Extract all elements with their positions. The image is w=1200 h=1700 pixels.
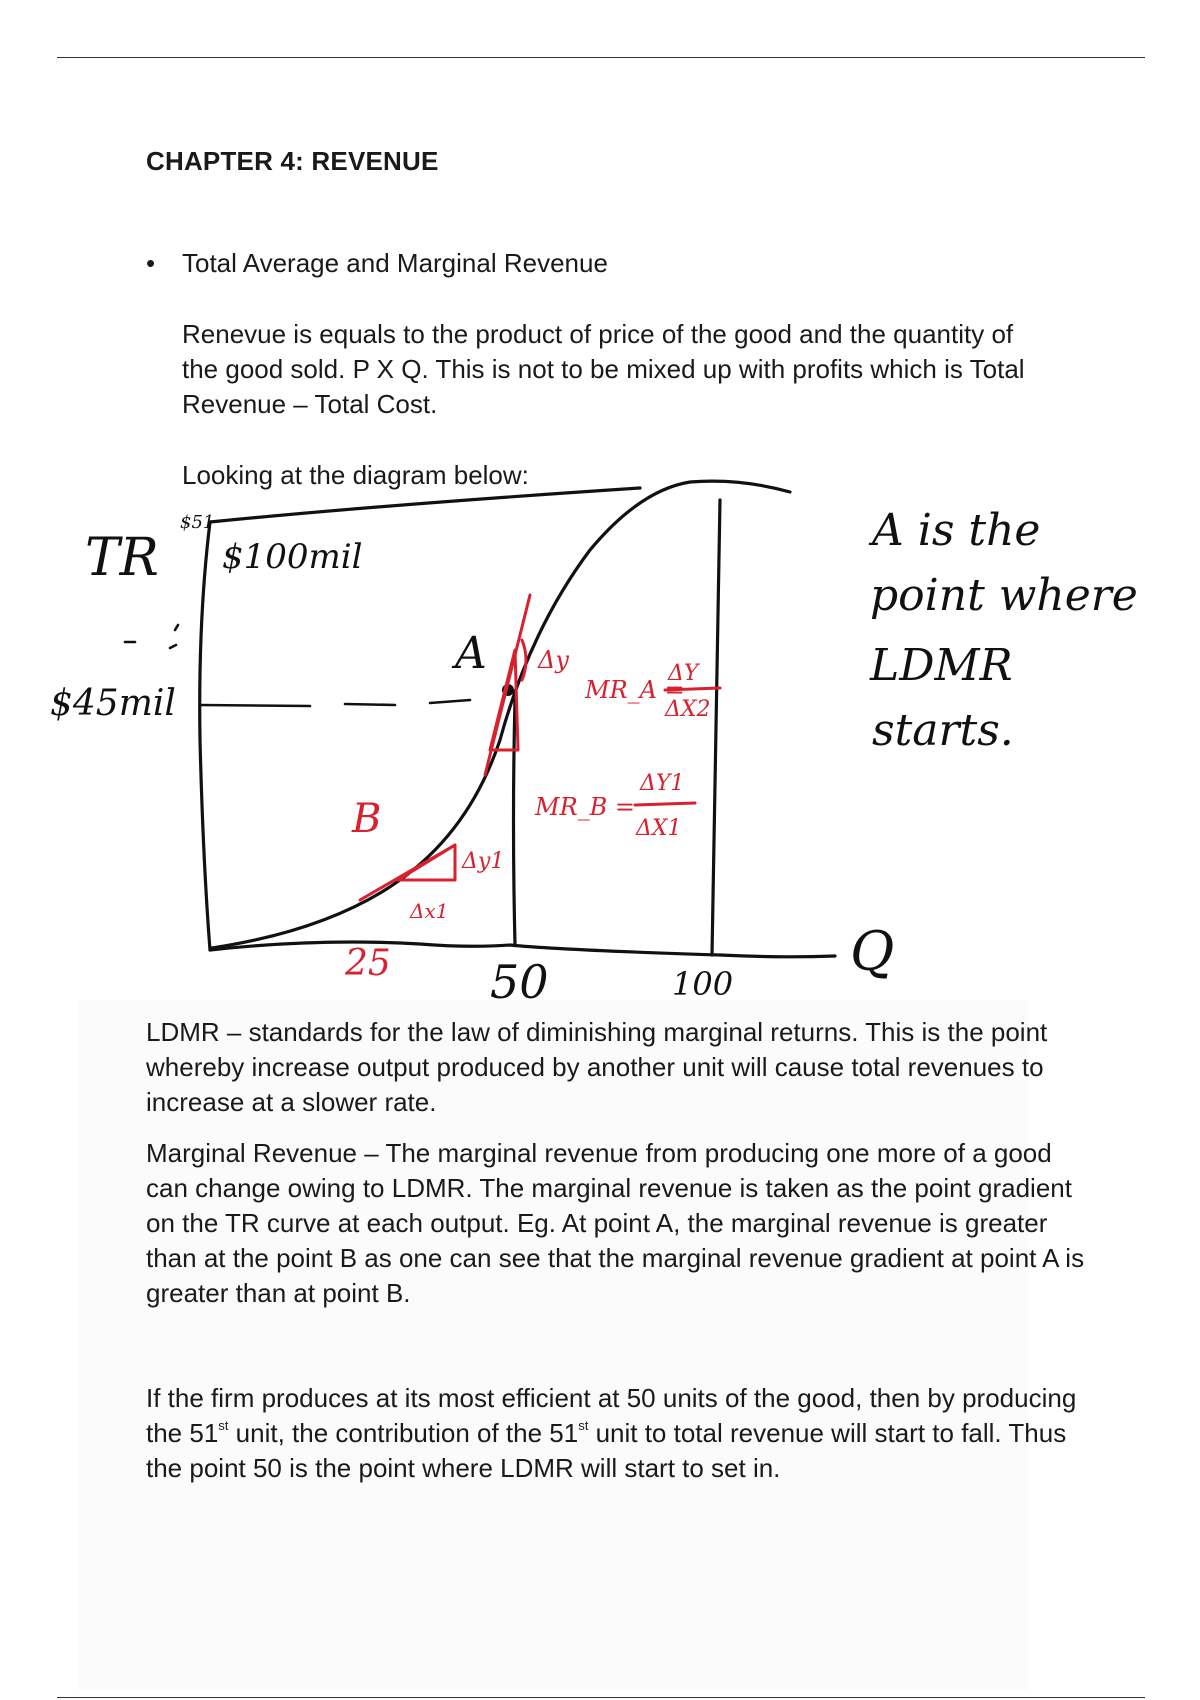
brace-a bbox=[522, 640, 526, 680]
mr-b-denominator: ΔX1 bbox=[636, 816, 682, 841]
x-tick-100: 100 bbox=[672, 965, 734, 1000]
mr-b-numerator: ΔY1 bbox=[640, 771, 685, 796]
side-note-line-4: starts. bbox=[872, 705, 1014, 756]
intro-paragraph: Renevue is equals to the product of price of the good and the quantity of the good sold. P X Q. This is not to be mixed up with profits which is Total Revenue – Total Cost. bbox=[182, 319, 1025, 419]
delta-y-label: Δy bbox=[538, 646, 569, 674]
side-note-line-3: LDMR bbox=[870, 640, 1013, 691]
efficiency-paragraph bbox=[146, 1381, 1086, 1486]
x-axis-label: Q bbox=[850, 920, 895, 983]
side-note-line-2: point where bbox=[870, 570, 1138, 621]
efficiency-text-3: unit to total revenue will start to fall. Thus the point 50 is the point where LDMR will start to set in. bbox=[146, 1418, 1067, 1483]
marginal-revenue-paragraph: Marginal Revenue – The marginal revenue from producing one more of a good can change owing to LDMR. The marginal revenue is taken as the point gradient on the TR curve at each output. Eg. At point A, the marginal revenue is greater than at the point B as one can see that the marginal revenue gradient at point A is greater than at point B. bbox=[146, 1138, 1085, 1308]
vertical-line-50 bbox=[514, 700, 516, 945]
superscript-st-1: st bbox=[218, 1418, 229, 1434]
delta-y1-label: Δy1 bbox=[462, 849, 505, 874]
mr-a-numerator: ΔY bbox=[668, 661, 699, 686]
triangle-b bbox=[398, 845, 455, 880]
mr-b-fraction-bar bbox=[635, 803, 695, 805]
y-mid-value: $45mil bbox=[50, 683, 176, 724]
chapter-title: CHAPTER 4: REVENUE bbox=[146, 146, 439, 176]
top-guide-line bbox=[210, 488, 640, 522]
dashed-line-45mil bbox=[200, 700, 470, 706]
side-note-line-1: A is the bbox=[872, 505, 1041, 556]
efficiency-text-1: If the firm produces at its most efficient at 50 units of the good, then by producing the 51 bbox=[146, 1383, 1077, 1448]
efficiency-text-2: unit, the contribution of the 51 bbox=[228, 1418, 579, 1448]
x-tick-50: 50 bbox=[490, 955, 549, 1000]
footer-rule bbox=[57, 1697, 1145, 1698]
ldmr-paragraph: LDMR – standards for the law of diminishing marginal returns. This is the point whereby increase output produced by another unit will cause total revenues to increase at a slower rate. bbox=[146, 1017, 1048, 1117]
x-tick-25: 25 bbox=[345, 943, 391, 984]
point-a-label: A bbox=[455, 628, 487, 679]
y-top-value: $100mil bbox=[222, 537, 363, 577]
mr-a-fraction-bar bbox=[665, 688, 720, 690]
dashed-ticks bbox=[125, 625, 178, 648]
y-axis-line bbox=[200, 522, 210, 950]
vertical-line-100 bbox=[712, 500, 720, 955]
y-top-note: $51 bbox=[180, 512, 215, 533]
y-axis-label: TR bbox=[85, 528, 159, 588]
mr-b-label: MR_B = bbox=[535, 793, 636, 821]
mr-a-denominator: ΔX2 bbox=[665, 697, 711, 722]
point-b-label: B bbox=[352, 796, 382, 842]
diagram-lead-text: Looking at the diagram below: bbox=[182, 460, 529, 490]
bullet-marker: • bbox=[146, 248, 156, 278]
superscript-st-2: st bbox=[578, 1418, 589, 1434]
delta-x1-label: Δx1 bbox=[410, 899, 449, 923]
bullet-label: Total Average and Marginal Revenue bbox=[182, 248, 608, 278]
mr-a-label: MR_A = bbox=[585, 676, 685, 704]
